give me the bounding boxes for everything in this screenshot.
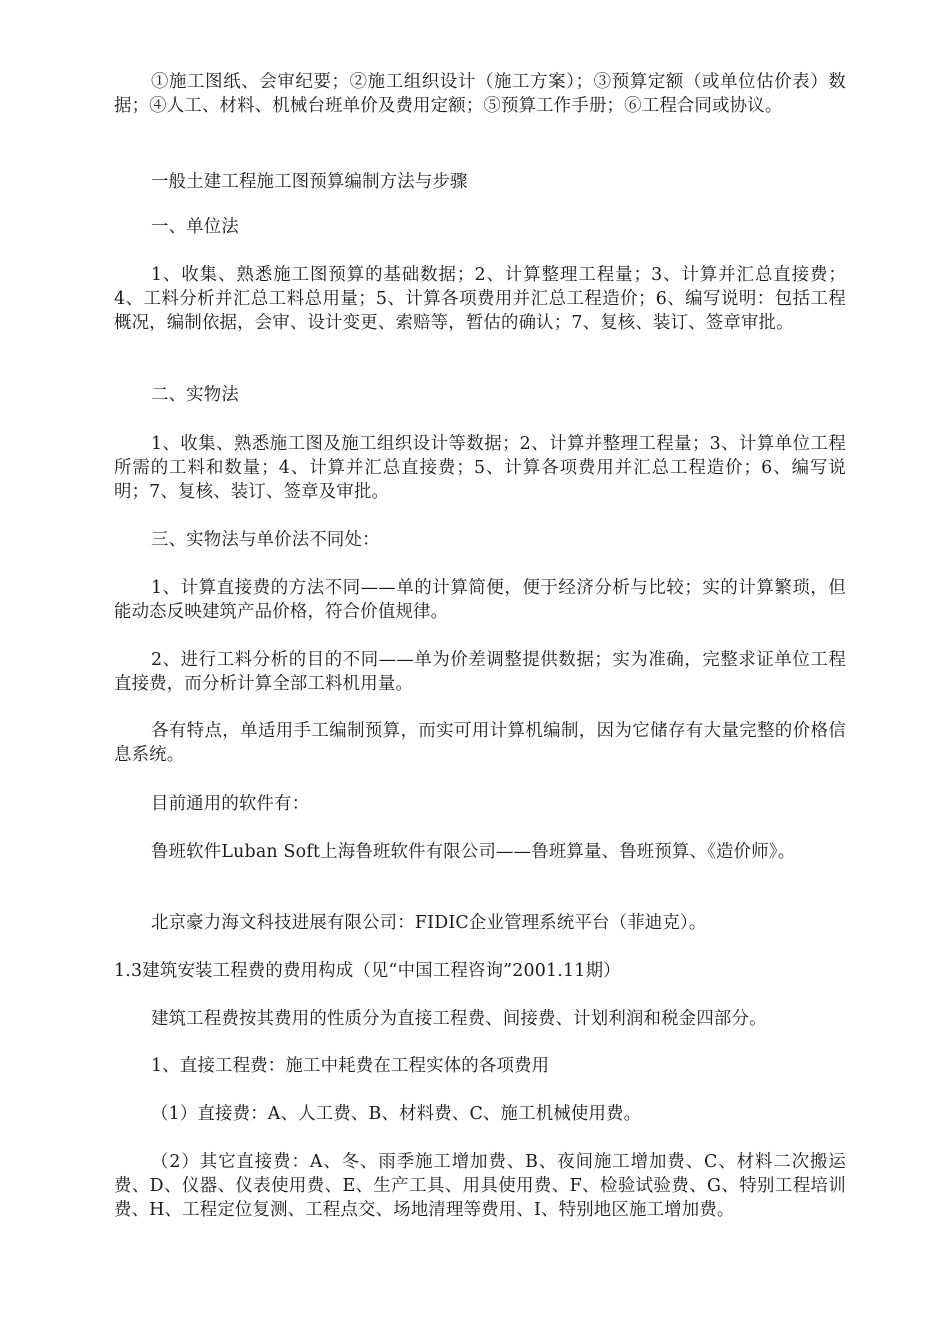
paragraph-direct-engineering-cost: 1、直接工程费：施工中耗费在工程实体的各项费用 bbox=[151, 1056, 550, 1076]
paragraph-basis-items: ①施工图纸、会审纪要；②施工组织设计（施工方案）；③预算定额（或单位估价表）数据；④人工、材料、机械台班单价及费用定额；⑤预算工作手册；⑥工程合同或协议。 bbox=[114, 72, 846, 116]
paragraph-differences-heading: 三、实物法与单价法不同处： bbox=[151, 530, 380, 550]
paragraph-features: 各有特点，单适用手工编制预算，而实可用计算机编制，因为它储存有大量完整的价格信息系统。 bbox=[114, 721, 846, 765]
paragraph-physical-method-heading: 二、实物法 bbox=[151, 385, 239, 405]
paragraph-unit-method-heading: 一、单位法 bbox=[151, 217, 239, 237]
paragraph-difference-1: 1、计算直接费的方法不同——单的计算简便，便于经济分析与比较；实的计算繁琐，但能动态反映建筑产品价格，符合价值规律。 bbox=[114, 578, 846, 622]
paragraph-software-heading: 目前通用的软件有： bbox=[151, 794, 310, 814]
paragraph-software-fidic: 北京豪力海文科技进展有限公司：FIDIC企业管理系统平台（菲迪克）。 bbox=[151, 913, 707, 933]
paragraph-software-luban: 鲁班软件Luban Soft上海鲁班软件有限公司——鲁班算量、鲁班预算、《造价师》。 bbox=[151, 842, 796, 862]
paragraph-other-direct-cost: （2）其它直接费：A、冬、雨季施工增加费、B、夜间施工增加费、C、材料二次搬运费、D、仪器、仪表使用费、E、生产工具、用具使用费、F、检验试验费、G、特别工程培训费、H、工程定位复测、工程点交、场地清理等费用、I、特别地区施工增加费。 bbox=[114, 1152, 846, 1220]
paragraph-direct-cost: （1）直接费：A、人工费、B、材料费、C、施工机械使用费。 bbox=[151, 1104, 642, 1124]
paragraph-unit-method-steps: 1、收集、熟悉施工图预算的基础数据；2、计算整理工程量；3、计算并汇总直接费；4、工料分析并汇总工料总用量；5、计算各项费用并汇总工程造价；6、编写说明：包括工程概况，编制依据，会审、设计变更、索赔等，暂估的确认；7、复核、装订、签章审批。 bbox=[114, 265, 846, 333]
paragraph-difference-2: 2、进行工料分析的目的不同——单为价差调整提供数据；实为准确，完整求证单位工程直接费，而分析计算全部工料机用量。 bbox=[114, 650, 846, 694]
paragraph-cost-categories: 建筑工程费按其费用的性质分为直接工程费、间接费、计划利润和税金四部分。 bbox=[151, 1009, 767, 1029]
paragraph-section-heading: 一般土建工程施工图预算编制方法与步骤 bbox=[151, 172, 468, 192]
paragraph-physical-method-steps: 1、收集、熟悉施工图及施工组织设计等数据；2、计算并整理工程量；3、计算单位工程所需的工料和数量；4、计算并汇总直接费；5、计算各项费用并汇总工程造价；6、编写说明；7、复核、装订、签章及审批。 bbox=[114, 434, 846, 502]
paragraph-cost-composition-heading: 1.3建筑安装工程费的费用构成（见“中国工程咨询”2001.11期） bbox=[114, 961, 621, 981]
